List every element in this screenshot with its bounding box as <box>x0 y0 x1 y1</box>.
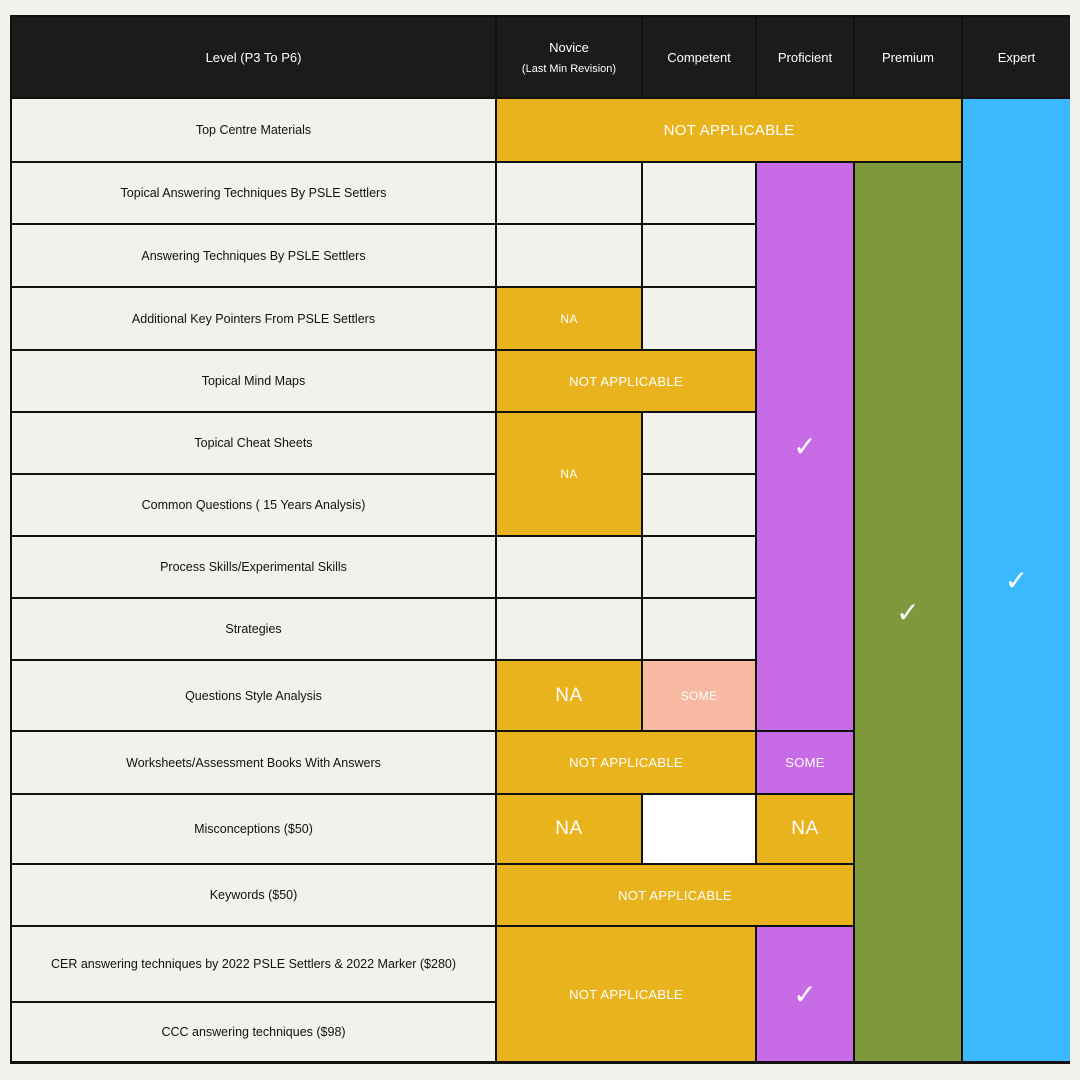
header-competent <box>643 17 755 97</box>
row-label-misconceptions: Misconceptions ($50) <box>12 795 495 863</box>
not-applicable-cell: NOT APPLICABLE <box>497 732 755 793</box>
header-novice-sublabel: (Last Min Revision) <box>521 62 617 75</box>
empty-cell <box>643 413 755 473</box>
row-label-strategies: Strategies <box>12 599 495 659</box>
some-cell: SOME <box>643 661 755 730</box>
header-premium <box>855 17 961 97</box>
not-applicable-cell: NOT APPLICABLE <box>497 927 755 1061</box>
row-label-additional-key-pointers: Additional Key Pointers From PSLE Settlers <box>12 288 495 349</box>
some-cell: SOME <box>757 732 853 793</box>
check-icon: ✓ <box>793 430 817 463</box>
not-applicable-cell: NOT APPLICABLE <box>497 351 755 411</box>
header-proficient-label: Proficient <box>777 49 833 65</box>
na-cell: NA <box>497 795 641 863</box>
header-level-label: Level (P3 To P6) <box>205 49 302 65</box>
not-applicable-cell: NOT APPLICABLE <box>497 865 853 925</box>
proficient-included-cell <box>757 927 853 1061</box>
empty-cell <box>497 599 641 659</box>
plan-comparison-table <box>10 15 1070 1064</box>
empty-cell <box>643 475 755 535</box>
row-label-common-questions: Common Questions ( 15 Years Analysis) <box>12 475 495 535</box>
header-expert <box>963 17 1070 97</box>
empty-cell <box>643 599 755 659</box>
row-label-cer-answering-techniques: CER answering techniques by 2022 PSLE Settlers & 2022 Marker ($280) <box>12 927 495 1001</box>
header-novice-label: Novice <box>549 39 589 55</box>
na-cell: NA <box>497 661 641 730</box>
row-label-top-centre-materials: Top Centre Materials <box>12 99 495 161</box>
premium-column-included <box>855 163 961 1061</box>
header-expert-label: Expert <box>997 49 1036 65</box>
row-label-topical-cheat-sheets: Topical Cheat Sheets <box>12 413 495 473</box>
row-label-process-skills: Process Skills/Experimental Skills <box>12 537 495 597</box>
row-label-worksheets: Worksheets/Assessment Books With Answers <box>12 732 495 793</box>
row-label-ccc-answering-techniques: CCC answering techniques ($98) <box>12 1003 495 1061</box>
row-label-topical-mind-maps: Topical Mind Maps <box>12 351 495 411</box>
header-competent-label: Competent <box>667 49 731 65</box>
check-icon: ✓ <box>1004 563 1029 597</box>
row-label-questions-style-analysis: Questions Style Analysis <box>12 661 495 730</box>
na-cell: NA <box>497 288 641 349</box>
empty-cell <box>643 288 755 349</box>
empty-cell <box>497 537 641 597</box>
empty-cell <box>643 225 755 286</box>
expert-column-included <box>963 99 1070 1061</box>
header-proficient <box>757 17 853 97</box>
row-label-answering-techniques: Answering Techniques By PSLE Settlers <box>12 225 495 286</box>
empty-cell <box>497 163 641 223</box>
check-icon: ✓ <box>793 977 817 1011</box>
empty-cell <box>497 225 641 286</box>
header-premium-label: Premium <box>881 49 934 65</box>
na-cell: NA <box>757 795 853 863</box>
empty-cell <box>643 795 755 863</box>
na-cell: NA <box>497 413 641 535</box>
proficient-column-included <box>757 163 853 730</box>
row-label-topical-answering-techniques: Topical Answering Techniques By PSLE Settlers <box>12 163 495 223</box>
empty-cell <box>643 537 755 597</box>
check-icon: ✓ <box>896 595 920 629</box>
header-novice <box>497 17 641 97</box>
empty-cell <box>643 163 755 223</box>
header-level <box>12 17 495 97</box>
row-label-keywords: Keywords ($50) <box>12 865 495 925</box>
not-applicable-cell: NOT APPLICABLE <box>497 99 961 161</box>
